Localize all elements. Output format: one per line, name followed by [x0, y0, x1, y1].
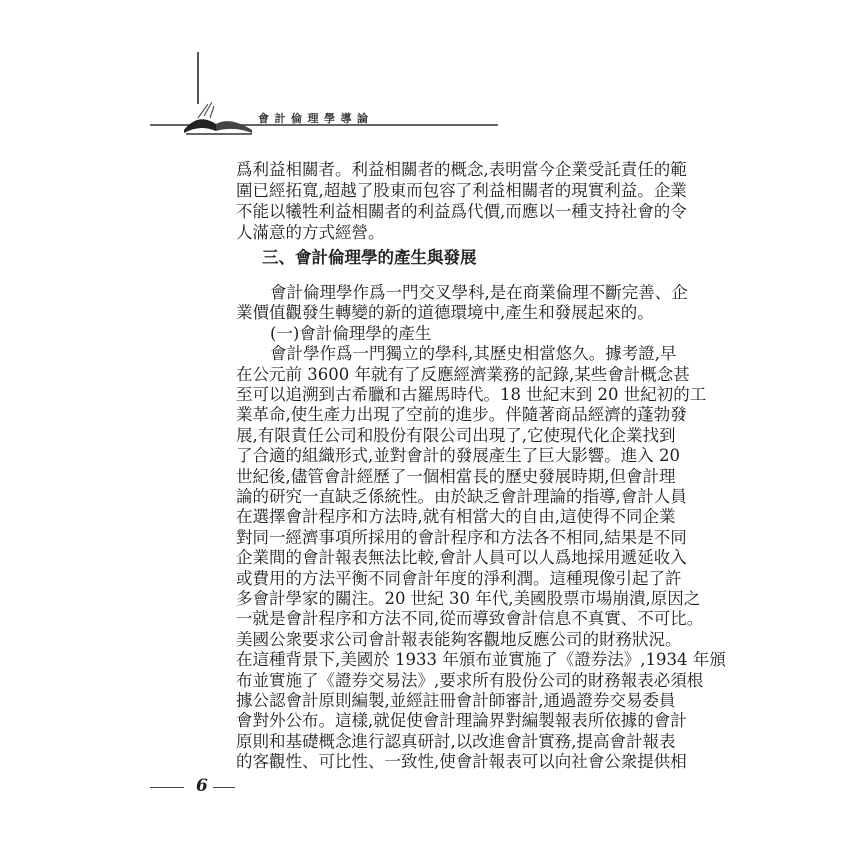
- page-footer: [150, 776, 240, 798]
- text-line: 展,有限責任公司和股份有限公司出現了,它使現代化企業找到: [236, 426, 676, 445]
- text-line: 一就是會計程序和方法不同,從而導致會計信息不真實、不可比。: [236, 609, 704, 628]
- text-line: 會計學作爲一門獨立的學科,其歷史相當悠久。據考證,早: [270, 344, 677, 363]
- text-line: 布並實施了《證券交易法》,要求所有股份公司的財務報表必須根: [236, 671, 704, 690]
- text-line: 對同一經濟事項所採用的會計程序和方法各不相同,結果是不同: [236, 528, 687, 547]
- header-vertical-rule: [197, 52, 199, 104]
- open-book-icon: [178, 100, 258, 136]
- text-line: 業革命,使生產力出現了空前的進步。伴隨著商品經濟的蓬勃發: [236, 405, 687, 424]
- text-line: 在公元前 3600 年就有了反應經濟業務的記錄,某些會計概念甚: [236, 365, 690, 384]
- text-line: 多會計學家的關注。20 世紀 30 年代,美國股票市場崩潰,原因之: [236, 589, 701, 608]
- text-line: 美國公衆要求公司會計報表能夠客觀地反應公司的財務狀況。: [236, 630, 682, 649]
- section-heading: 三、會計倫理學的產生與發展: [262, 248, 477, 267]
- text-line: 至可以追溯到古希臘和古羅馬時代。18 世紀末到 20 世紀初的工: [236, 385, 707, 404]
- text-line: 業價值觀發生轉變的新的道德環境中,產生和發展起來的。: [236, 303, 654, 322]
- text-line: 世紀後,儘管會計經歷了一個相當長的歷史發展時期,但會計理: [236, 467, 676, 486]
- text-line: 在這種背景下,美國於 1933 年頒布並實施了《證券法》,1934 年頒: [236, 650, 726, 669]
- text-line: 企業間的會計報表無法比較,會計人員可以人爲地採用遞延收入: [236, 548, 687, 567]
- text-line: 會計倫理學作爲一門交叉學科,是在商業倫理不斷完善、企: [270, 283, 688, 302]
- text-line: 不能以犧牲利益相關者的利益爲代價,而應以一種支持社會的令: [236, 202, 687, 221]
- text-line: 原則和基礎概念進行認真研討,以改進會計實務,提高會計報表: [236, 732, 676, 751]
- text-line: 了合適的組織形式,並對會計的發展產生了巨大影響。進入 20: [236, 446, 680, 465]
- text-line: 人滿意的方式經營。: [236, 223, 385, 242]
- text-line: 據公認會計原則編製,並經註冊會計師審計,通過證券交易委員: [236, 691, 676, 710]
- text-line: 爲利益相關者。利益相關者的概念,表明當今企業受託責任的範: [236, 160, 687, 179]
- text-line: 會對外公布。這樣,就促使會計理論界對編製報表所依據的會計: [236, 711, 687, 730]
- text-line: 在選擇會計程序和方法時,就有相當大的自由,這使得不同企業: [236, 507, 676, 526]
- running-title: 會計倫理學導論: [258, 112, 374, 125]
- text-line: 的客觀性、可比性、一致性,使會計報表可以向社會公衆提供相: [236, 752, 687, 771]
- text-line: 圍已經拓寬,超越了股東而包容了利益相關者的現實利益。企業: [236, 181, 687, 200]
- footer-dash-right: [213, 787, 235, 788]
- footer-dash-left: [150, 787, 184, 788]
- text-line: 論的研究一直缺乏係統性。由於缺乏會計理論的指導,會計人員: [236, 487, 687, 506]
- subsection-heading: (一)會計倫理學的產生: [270, 324, 432, 343]
- page-number: 6: [196, 776, 208, 796]
- text-line: 或費用的方法平衡不同會計年度的淨利潤。這種現像引起了許: [236, 569, 682, 588]
